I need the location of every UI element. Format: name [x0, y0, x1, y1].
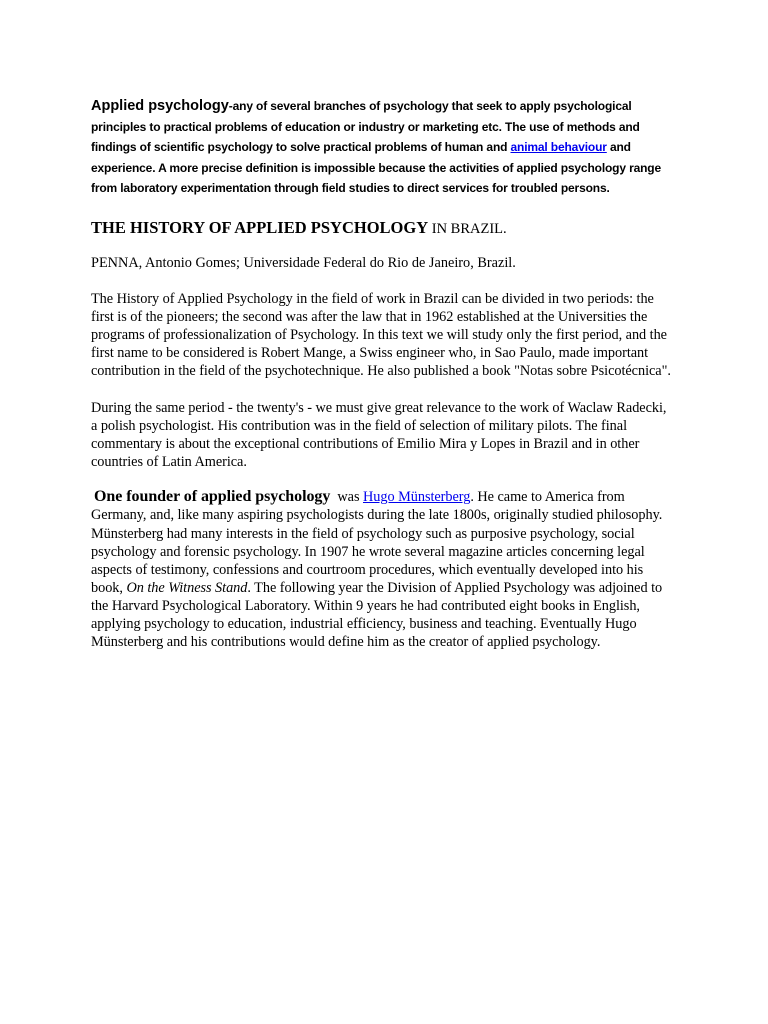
history-paragraph-1: The History of Applied Psychology in the field of work in Brazil can be divided in two periods: the first is of the pioneers; the second was after the law that in 1962 established at the Universities the programs of professionalization of Psychology. In this text we will study only the first period, and the first name to be considered is Robert Mange, a Swiss engineer who, in Sao Paulo, made important contribution in the field of the psychotechnique. He also published a book "Notas sobre Psicotécnica".: [91, 290, 671, 380]
founder-text-end: . The following year the Division of Applied Psychology was adjoined to the Harvard Psychological Laboratory. Within 9 years he had contributed eight books in English, applying psychology to education, industrial efficiency, business and teaching. Eventually Hugo Münsterberg and his contributions would define him as the creator of applied psychology.: [91, 579, 663, 651]
document-page: [91, 96, 676, 651]
animal-behaviour-link[interactable]: animal behaviour: [510, 140, 607, 154]
author-line: PENNA, Antonio Gomes; Universidade Federal do Rio de Janeiro, Brazil.: [91, 254, 516, 271]
founder-paragraph: [91, 488, 676, 651]
founder-text-middle: . He came to America from Germany, and, like many aspiring psychologists during the late 1800s, originally studied philosophy. Münsterberg had many interests in the field of psychology such as purposive psychology, social psychology and forensic psychology. In 1907 he wrote several magazine articles concerning legal aspects of testimony, confessions and courtroom procedures, which eventually developed into his book,: [91, 489, 663, 596]
book-title: On the Witness Stand: [126, 579, 248, 596]
history-paragraph-2: During the same period - the twenty's - we must give great relevance to the work of Waclaw Radecki, a polish psychologist. His contribution was in the field of selection of military pilots. The final commentary is about the exceptional contributions of Emilio Mira y Lopes in Brazil and in other countries of Latin America.: [91, 399, 667, 471]
hugo-munsterberg-link[interactable]: Hugo Münsterberg: [363, 489, 471, 506]
history-heading: [91, 217, 676, 240]
definition-term: Applied psychology: [91, 98, 229, 114]
history-heading-main: THE HISTORY OF APPLIED PSYCHOLOGY: [91, 217, 429, 237]
definition-paragraph: [91, 96, 676, 199]
definition-text-start: -any of several branches of psychology that seek to apply psychological principles to practical problems of education or industry or marketing etc. The use of methods and findings of scientific psychology to solve practical problems of human and: [91, 99, 640, 154]
definition-text-end: and experience. A more precise definition is impossible because the activities of applied psychology range from laboratory experimentation through field studies to direct services for troubled persons.: [91, 140, 661, 195]
founder-heading: One founder of applied psychology: [94, 488, 331, 506]
history-heading-rest: IN BRAZIL.: [428, 220, 507, 237]
founder-text-start: was: [330, 489, 363, 506]
